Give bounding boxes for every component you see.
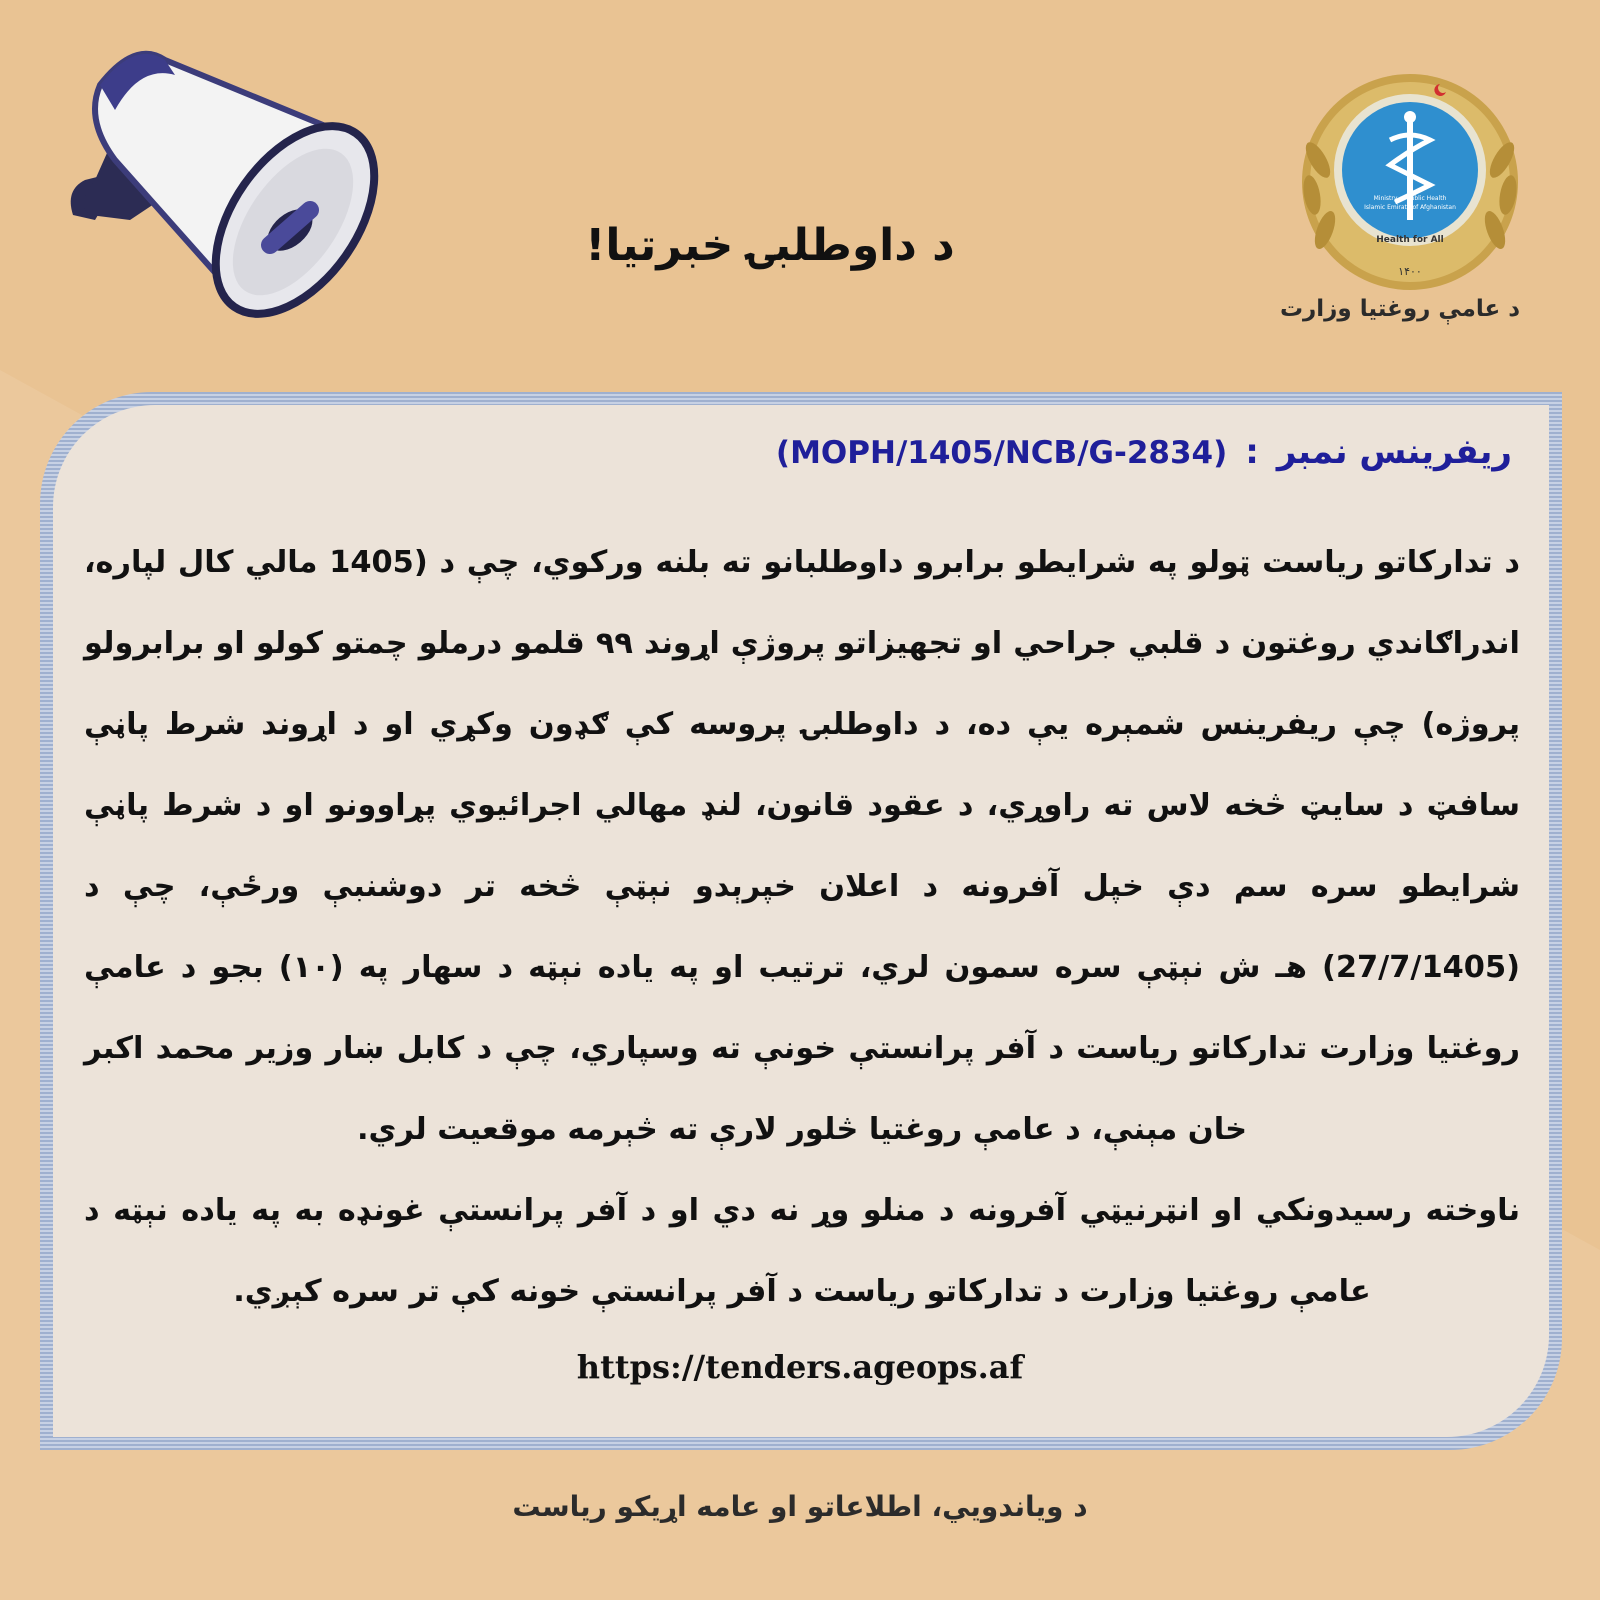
footer-department: د ویاندويي، اطلاعاتو او عامه اړیکو ریاست bbox=[512, 1490, 1088, 1523]
megaphone-icon bbox=[55, 40, 395, 330]
notice-paragraph-2: ناوخته رسيدونکي او انټرنيټي آفرونه د منلو وړ نه دي او د آفر پرانستې غونډه به په ياده نېټه د عامې روغتيا وزارت د تدارکاتو رياست د آفر پرانستې خونه کې تر سره کېږي. bbox=[84, 1193, 1520, 1309]
reference-separator: : bbox=[1245, 432, 1259, 472]
notice-body bbox=[84, 522, 1520, 1332]
ministry-seal-logo bbox=[1290, 70, 1530, 300]
tenders-link[interactable]: https://tenders.ageops.af bbox=[576, 1348, 1024, 1386]
notice-paragraph-1: د تدارکاتو رياست ټولو په شرايطو برابرو داوطلبانو ته بلنه ورکوي، چې د (1405 مالي کال لپاره، اندراګاندي روغتون د قلبي جراحي او تجهيزاتو پروژې اړوند ۹۹ قلمو درملو چمتو کولو او برابرولو پروژه) چې ريفرينس شمېره يې ده، د داوطلبۍ پروسه کې ګډون وکړي او د اړوند شرط پاڼې سافټ د سايټ څخه لاس ته راوړي، د عقود قانون، لنډ مهالي اجرائيوي پړاوونو او د شرط پاڼې شرايطو سره سم دې خپل آفرونه د اعلان خپرېدو نېټې څخه تر دوشنبې ورځې، چې د (27/7/1405) هـ ش نېټې سره سمون لري، ترتيب او په ياده نېټه د سهار په (۱۰) بجو د عامې روغتيا وزارت تدارکاتو رياست د آفر پرانستې خونې ته وسپاري، چې د کابل ښار وزير محمد اکبر خان مېنې، د عامې روغتيا څلور لارې ته څېرمه موقعيت لري. bbox=[84, 545, 1520, 1147]
seal-year: ۱۴۰۰ bbox=[1398, 265, 1422, 278]
reference-label: ريفرينس نمبر bbox=[1276, 432, 1512, 472]
page-title: د داوطلبۍ خبرتیا! bbox=[585, 220, 955, 271]
ministry-name: د عامې روغتيا وزارت bbox=[1279, 296, 1521, 322]
seal-text-1: Ministry of Public Health bbox=[1373, 195, 1447, 202]
reference-code: (MOPH/1405/NCB/G-2834) bbox=[775, 435, 1228, 471]
seal-text-2: Islamic Emirate of Afghanistan bbox=[1364, 204, 1456, 211]
seal-motto: Health for All bbox=[1376, 235, 1444, 245]
reference-number bbox=[700, 432, 1512, 494]
